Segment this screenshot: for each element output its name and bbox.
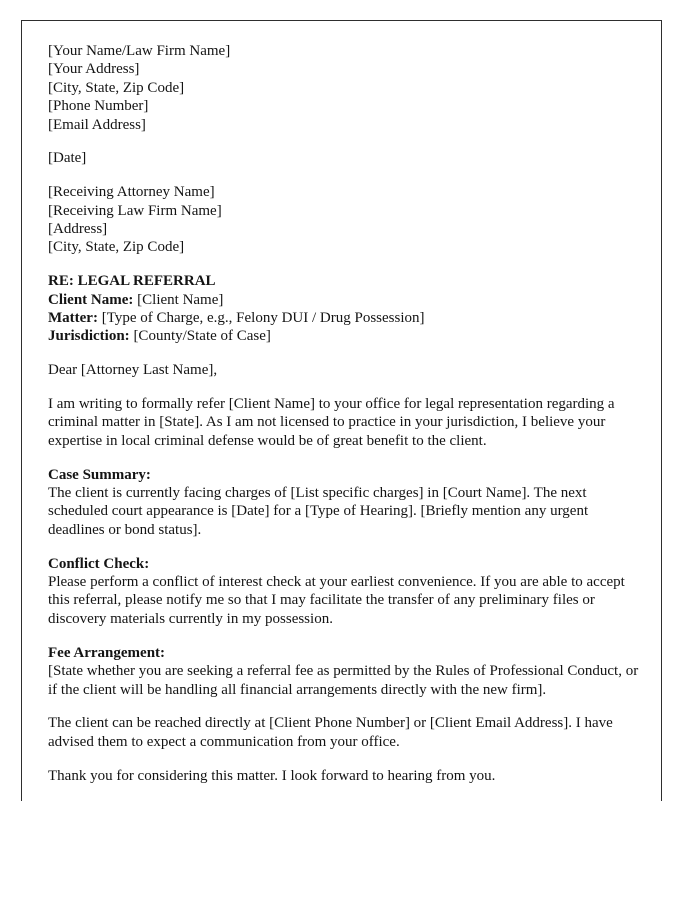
- section-conflict-check: [48, 555, 642, 629]
- subject-field-client-name: [48, 291, 642, 309]
- section-body: The client is currently facing charges of [List specific charges] in [Court Name]. The next scheduled court appearance is [Date] for a [Type of Hearing]. [Briefly mention any urgent deadlines or bond status].: [48, 485, 589, 538]
- field-value: [Client Name]: [137, 291, 224, 308]
- sender-line: [Your Address]: [48, 61, 140, 78]
- field-label: Jurisdiction:: [48, 328, 130, 345]
- subject-heading: RE: LEGAL REFERRAL: [48, 273, 216, 290]
- recipient-line: [City, State, Zip Code]: [48, 239, 185, 256]
- subject-field-matter: [48, 309, 642, 327]
- field-value: [Type of Charge, e.g., Felony DUI / Drug Possession]: [101, 310, 425, 327]
- salutation: Dear [Attorney Last Name],: [48, 362, 218, 379]
- intro-paragraph: I am writing to formally refer [Client Name] to your office for legal representation regarding a criminal matter in [State]. As I am not licensed to practice in your jurisdiction, I believe your expertise in local criminal defense would be of great benefit to the client.: [48, 396, 615, 449]
- section-heading: Case Summary:: [48, 466, 151, 483]
- section-fee-arrangement: [48, 644, 642, 699]
- section-case-summary: [48, 466, 642, 540]
- section-body: [State whether you are seeking a referral fee as permitted by the Rules of Professional Conduct, or if the client will be handling all financial arrangements directly with the new firm].: [48, 663, 639, 698]
- letter-page: [21, 20, 662, 801]
- letter-content: [22, 21, 661, 785]
- contact-paragraph: The client can be reached directly at [Client Phone Number] or [Client Email Address]. I have advised them to expect a communication from your office.: [48, 715, 613, 750]
- sender-block: [48, 42, 642, 134]
- recipient-line: [Receiving Attorney Name]: [48, 184, 215, 201]
- recipient-line: [Address]: [48, 221, 108, 238]
- section-heading: Fee Arrangement:: [48, 644, 166, 661]
- date-line: [Date]: [48, 150, 87, 167]
- recipient-block: [48, 183, 642, 257]
- subject-block: [48, 272, 642, 346]
- subject-field-jurisdiction: [48, 327, 642, 345]
- sender-line: [City, State, Zip Code]: [48, 79, 185, 96]
- section-heading: Conflict Check:: [48, 555, 150, 572]
- closing-paragraph: Thank you for considering this matter. I look forward to hearing from you.: [48, 767, 496, 784]
- field-label: Client Name:: [48, 291, 134, 308]
- sender-line: [Your Name/Law Firm Name]: [48, 43, 231, 59]
- sender-line: [Phone Number]: [48, 98, 149, 115]
- recipient-line: [Receiving Law Firm Name]: [48, 202, 222, 219]
- section-body: Please perform a conflict of interest check at your earliest convenience. If you are able to accept this referral, please notify me so that I may facilitate the transfer of any preliminary files or discovery materials currently in my possession.: [48, 574, 625, 627]
- field-label: Matter:: [48, 310, 98, 327]
- field-value: [County/State of Case]: [133, 328, 271, 345]
- sender-line: [Email Address]: [48, 116, 146, 133]
